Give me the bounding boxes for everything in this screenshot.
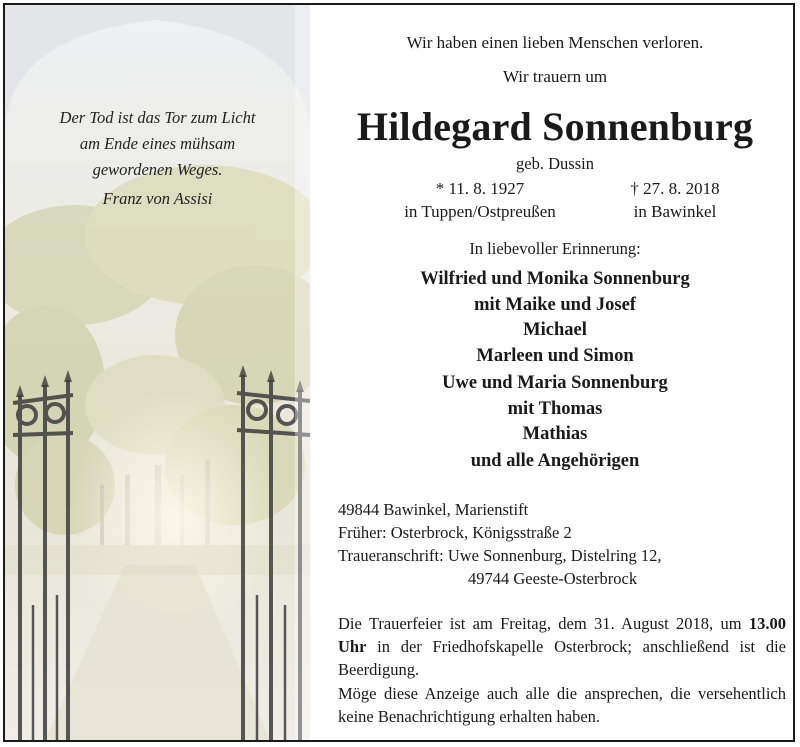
family-line: mit Maike und Josef <box>474 294 636 315</box>
funeral-info <box>338 612 786 681</box>
funeral-text: Die Trauerfeier ist am Freitag, dem 31. August 2018, um <box>338 614 749 633</box>
family-line: mit Thomas <box>507 398 603 419</box>
quote-line: Der Tod ist das Tor zum Licht <box>59 108 256 127</box>
family-line: Wilfried und Monika Sonnenburg <box>420 269 690 289</box>
quote-line: am Ende eines mühsam <box>79 134 236 153</box>
funeral-time: 13.00 Uhr <box>338 614 786 656</box>
address-line: 49744 Geeste-Osterbrock <box>468 569 638 588</box>
intro-line: Wir trauern um <box>502 67 608 86</box>
obituary-text <box>315 5 795 740</box>
family-group-1 <box>315 267 795 369</box>
family-line: Mathias <box>522 424 588 444</box>
obituary-frame <box>3 3 795 742</box>
birth-place: in Tuppen/Ostpreußen <box>404 202 556 221</box>
funeral-text: in der Friedhofskapelle Osterbrock; anschließend ist die Beerdigung. <box>338 637 786 679</box>
garden-gate-picture <box>5 5 310 740</box>
intro-line: Wir haben einen lieben Menschen verloren. <box>406 33 704 52</box>
address-block <box>338 498 788 590</box>
memory-label: In liebevoller Erinnerung: <box>469 239 641 258</box>
deceased-name: Hildegard Sonnenburg <box>356 104 754 149</box>
notice-note: Möge diese Anzeige auch alle die ansprechen, die versehentlich keine Benachrichtigung erhalten haben. <box>338 684 786 726</box>
address-line: Früher: Osterbrock, Königsstraße 2 <box>338 523 572 542</box>
death-place: in Bawinkel <box>633 202 717 221</box>
family-line: Michael <box>523 320 587 340</box>
quote-block <box>5 105 310 212</box>
quote-author: Franz von Assisi <box>102 189 213 208</box>
birth-info <box>380 177 580 223</box>
quote-line: gewordenen Weges. <box>92 160 223 179</box>
birth-date: * 11. 8. 1927 <box>435 179 525 198</box>
family-line: Marleen und Simon <box>476 345 634 366</box>
family-group-2 <box>315 371 795 448</box>
family-line: Uwe und Maria Sonnenburg <box>442 373 668 393</box>
address-line: 49844 Bawinkel, Marienstift <box>338 500 529 519</box>
death-date: † 27. 8. 2018 <box>630 179 720 198</box>
death-info <box>600 177 750 223</box>
maiden-name: geb. Dussin <box>516 154 594 173</box>
family-closing: und alle Angehörigen <box>470 451 640 471</box>
address-line: Traueranschrift: Uwe Sonnenburg, Distelring 12, <box>338 546 662 565</box>
